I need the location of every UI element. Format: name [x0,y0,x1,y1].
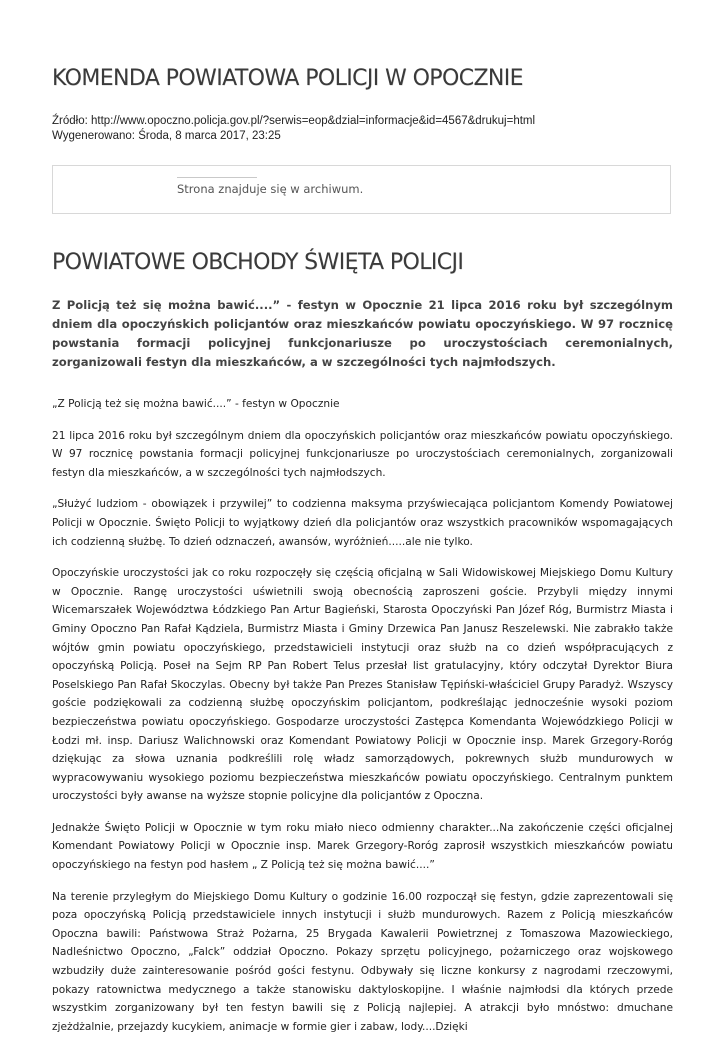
article-paragraph: Na terenie przyległym do Miejskiego Domu Kultury o godzinie 16.00 rozpoczął się festyn, gdzie zaprezentowali się poza opoczyńską Policją przedstawiciele innych instytucji i służb mundurowych. Razem z Policją mieszkańców Opoczna bawili: Państwowa Straż Pożarna, 25 Brygada Kawalerii Powietrznej z Tomaszowa Mazowieckiego, Nadleśnictwo Opoczno, „Falck” oddział Opoczno. Pokazy sprzętu policyjnego, pożarniczego oraz wojskowego wzbudziły duże zainteresowanie pośród gości festynu. Odbywały się liczne konkursy z nagrodami rzeczowymi, pokazy ratownictwa medycznego a także stanowisku daktyloskopijne. I właśnie najmłodsi dla których przede wszystkim zorganizowany był ten festyn bawili się z Policją najlepiej. A atrakcji było mnóstwo: dmuchane zjeżdżalnie, przejazdy kucykiem, animacje w formie gier i zabaw, lody....Dzięki [52,890,673,1033]
article-paragraph: Jednakże Święto Policji w Opocznie w tym roku miało nieco odmienny charakter...Na zakończenie części oficjalnej Komendant Powiatowy Policji w Opocznie insp. Marek Grzegory-Roróg zaprosił wszystkich mieszkańców powiatu opoczyńskiego na festyn pod hasłem „ Z Policją też się można bawić....” [52,821,673,872]
article-paragraph: 21 lipca 2016 roku był szczególnym dniem dla opoczyńskich policjantów oraz mieszkańców powiatu opoczyńskiego. W 97 rocznicę powstania formacji policyjnej funkcjonariusze po uroczystościach ceremonialnych, zorganizowali festyn dla mieszkańców, a w szczególności tych najmłodszych. [52,429,673,479]
article-paragraph: Opoczyńskie uroczystości jak co roku rozpoczęły się częścią oficjalną w Sali Widowiskowej Miejskiego Domu Kultury w Opocznie. Rangę uroczystości uświetnili swoją obecnością zaproszeni goście. Przybyli między innymi Wicemarszałek Województwa Łódzkiego Pan Artur Bagieński, Starosta Opoczyński Pan Józef Róg, Burmistrz Miasta i Gminy Opoczno Pan Rafał Kądziela, Burmistrz Miasta i Gminy Drzewica Pan Janusz Reszelewski. Nie zabrakło także wójtów gmin powiatu opoczyńskiego, przedstawicieli instytucji oraz służb na co dzień współpracujących z opoczyńską Policją. Poseł na Sejm RP Pan Robert Telus przesłał list gratulacyjny, który odczytał Dyrektor Biura Poselskiego Pan Rafał Skoczylas. Obecny był także Pan Prezes Stanisław Tępiński-właściciel Grupy Paradyż. Wszyscy goście podziękowali za codzienną służbę opoczyńskim policjantom, podkreślając jednocześnie wysoki poziom bezpieczeństwa powiatu opoczyńskiego. Gospodarze uroczystości Zastępca Komendanta Wojewódzkiego Policji w Łodzi mł. insp. Dariusz Walichnowski oraz Komendant Powiatowy Policji w Opocznie insp. Marek Grzegory-Roróg dziękując za słowa uznania podkreślili rolę władz samorządowych, pokrewnych służb mundurowych w wypracowywaniu wysokiego poziomu bezpieczeństwa mieszkańców powiatu opoczyńskiego. Centralnym punktem uroczystości były awanse na wyższe stopnie policyjne dla policjantów z Opoczna. [52,567,673,803]
archive-notice-box [52,165,671,214]
archive-notice-text: Strona znajduje się w archiwum. [177,182,364,196]
source-line: Źródło: http://www.opoczno.policja.gov.pl/?serwis=eop&dzial=informacje&id=4567&drukuj=html [52,115,536,127]
article-body [52,395,673,1049]
article-lead: Z Policją też się można bawić....” - festyn w Opocznie 21 lipca 2016 roku był szczególnym dniem dla opoczyńskich policjantów oraz mieszkańców powiatu opoczyńskiego. W 97 rocznicę powstania formacji policyjnej funkcjonariusze po uroczystościach ceremonialnych, zorganizowali festyn dla mieszkańców, a w szczególności tych najmłodszych. [52,298,673,369]
article-paragraph: „Służyć ludziom - obowiązek i przywilej” to codzienna maksyma przyświecająca policjantom Komendy Powiatowej Policji w Opocznie. Święto Policji to wyjątkowy dzień dla policjantów oraz wszystkich pracowników wspomagających ich codzienną służbę. To dzień odznaczeń, awansów, wyróżnień.....ale nie tylko. [52,498,673,548]
site-title: KOMENDA POWIATOWA POLICJI W OPOCZNIE [52,66,523,91]
document-meta [52,114,535,144]
article-title: POWIATOWE OBCHODY ŚWIĘTA POLICJI [52,250,464,275]
generated-line: Wygenerowano: Środa, 8 marca 2017, 23:25 [52,130,281,142]
archive-notice-divider [177,177,257,178]
article-paragraph: „Z Policją też się można bawić....” - festyn w Opocznie [52,398,340,410]
